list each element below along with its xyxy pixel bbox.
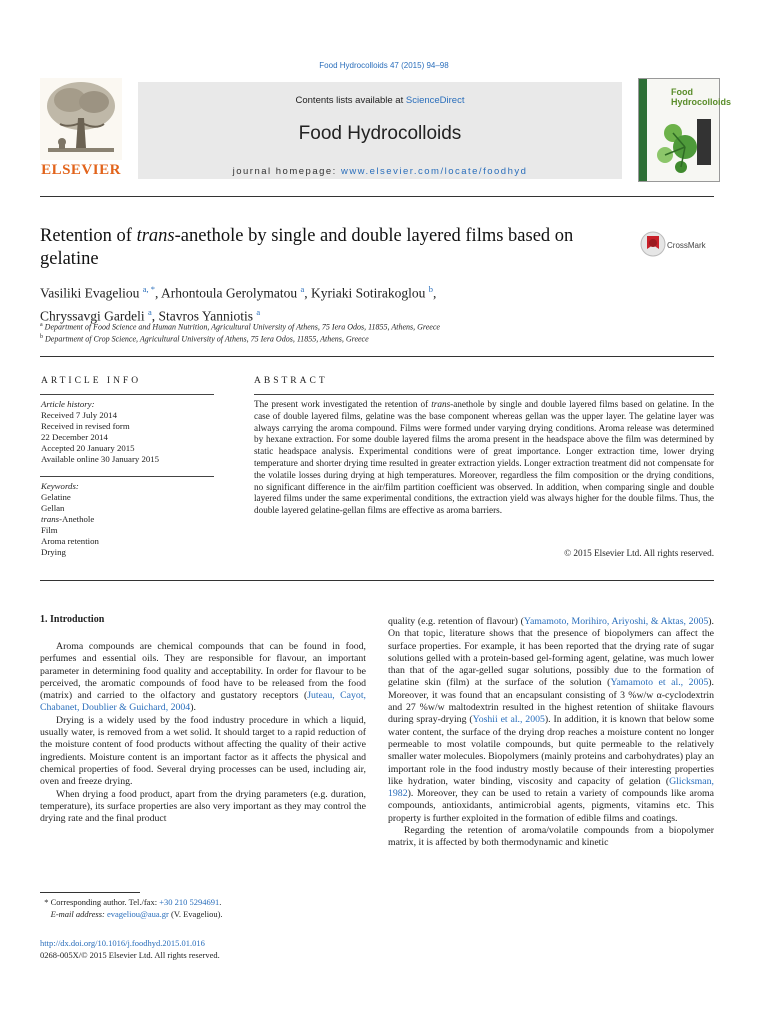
email-link[interactable]: evageliou@aua.gr [106,909,169,919]
reference-link[interactable]: Yamamoto et al., 2005 [610,677,709,689]
keywords-list [41,492,99,558]
article-info-rule [40,394,214,395]
author-name[interactable]: Kyriaki Sotirakoglou [311,285,426,301]
keyword-item: trans-Anethole [41,514,95,524]
paragraph-text: ). Moreover, they can be used to retain a variety of compounds like aroma compounds, antioxidants, antimicrobial agents, pigments, vitamins etc. This property is further exploited in the formation of edible films and coatings. [388,788,714,824]
keyword-item: Aroma retention [41,536,99,546]
elsevier-logo [40,78,122,180]
paragraph-text: Aroma compounds are chemical compounds that can be found in food, perfumes and essential oils. They are responsible for flavour, an important parameter in determining food quality and acceptability. In order for flavour to be perceived, the aromatic compounds of food have to be released from the food (matrix) and carried to the olfactory and gustatory receptors ( [40,641,366,702]
author-affiliation-mark[interactable]: a [256,306,261,317]
body-paragraph [388,616,714,825]
abstract-part2: -anethole by single and double layered films based on gelatine. In the case of double layered films, gelatine was the base component whereas gellan was the upper layer. The gelatine layer was always carrying the aroma compound. Films were formed under varying drying conditions. Aroma release was determined by hexane extraction. For some double layered films the aroma present in the headspace above the film was determined by static headspace analysis. Experimental conditions were of great importance. Longer extraction time, lower drying temperature and shorter drying time resulted in greater extraction yields. Longer extraction treatment did not compensate for the volatile losses during drying at high temperatures. Moreover, regardless the film composition or the drying conditions, no significant difference in the air/film partition coefficient was observed. In addition, when comparing single and double layered films under the same experimental conditions, the extraction yield was always higher for the double films. Thus, the double layered gelatine-gellan films are effective as aroma barriers. [254,399,714,516]
history-item: Accepted 20 January 2015 [41,443,135,453]
contents-line [138,95,622,106]
author-affiliation-mark[interactable]: a [147,306,152,317]
history-label: Article history: [41,399,95,409]
body-paragraph: Regarding the retention of aroma/volatile compounds from a biopolymer matrix, it is affected by both thermodynamic and kinetic [388,825,714,849]
affiliation-b-text: Department of Crop Science, Agricultural University of Athens, 75 Iera Odos, 11855, Athens, Greece [45,334,369,344]
paragraph-text: ). Moreover, it was found that an encapsulant consisting of 3 %w/w α-cyclodextrin and 27 %w/w maltodextrin resulted in the highest retention of shiitake flavours during spray-drying ( [388,677,714,726]
title-italic: trans [136,226,175,246]
abstract-copyright: © 2015 Elsevier Ltd. All rights reserved. [564,548,714,558]
affiliation-a-text: Department of Food Science and Human Nutrition, Agricultural University of Athens, 75 Iera Odos, 11855, Athens, Greece [44,322,440,332]
homepage-link[interactable]: www.elsevier.com/locate/foodhyd [340,166,528,177]
footnote-text: Corresponding author. Tel./fax: [48,897,160,907]
body-paragraph: Drying is a widely used by the food industry procedure in which a liquid, usually water, is removed from a wet solid. It should target to a rapid reduction of the moisture content of food products without affecting the quality of their active ingredients. Moisture content is an important factor as it affects the physical and chemical properties of food. Several drying processes can be used, including air, oven and freeze drying. [40,714,366,788]
paragraph-text: ). [190,702,196,714]
issn-copyright: 0268-005X/© 2015 Elsevier Ltd. All rights reserved. [40,950,220,960]
body-divider [40,580,714,581]
footnote-text: (V. Evageliou). [168,909,223,919]
body-paragraph: When drying a food product, apart from the drying parameters (e.g. duration, temperature), its surface properties are also very important as they may control the drying rate and the final product [40,788,366,825]
doi-link[interactable]: http://dx.doi.org/10.1016/j.foodhyd.2015.01.016 [40,938,205,948]
paragraph-text: ). On that topic, literature shows that the presence of biopolymers can affect the surface properties. For example, it has been reported that the drying rate of sugar solutions gelled with a protein-based gel-forming agent, gelatine, was much lower than that of the agar-gelled sugar solutions, possibly due to the formation of gelatine skin (film) at the surface of the solution ( [388,616,714,689]
keywords-rule [40,476,214,477]
elsevier-tree-icon [40,78,122,160]
journal-banner [138,82,622,179]
author-separator: , [155,285,162,301]
cover-title-line1: Food [671,87,693,97]
author-name[interactable]: Arhontoula Gerolymatou [161,285,298,301]
author-affiliation-mark[interactable]: a, * [142,284,156,294]
title-part2: -anethole by single and double layered films based on gelatine [40,226,574,269]
author-separator: , [304,285,312,301]
keywords-label: Keywords: [41,481,79,491]
corresponding-author-note [40,897,221,907]
author-separator: , [433,285,437,301]
abstract-heading: ABSTRACT [254,376,328,386]
info-divider [40,356,714,357]
keyword-item: Drying [41,547,66,557]
history-item: 22 December 2014 [41,432,108,442]
author-separator: , [151,308,159,323]
article-title [40,225,630,271]
abstract-text [254,399,714,517]
phone-link[interactable]: +30 210 5294691 [159,897,220,907]
elsevier-wordmark: ELSEVIER [41,162,121,178]
footnote-text: . [219,897,222,907]
article-info-heading: ARTICLE INFO [41,376,142,386]
author-name[interactable]: Chryssavgi Gardeli [40,308,145,323]
body-left-column [40,641,366,825]
author-line-1 [40,280,700,303]
footnote-rule [40,892,140,893]
crossmark-label[interactable]: CrossMark [667,241,706,250]
reference-link[interactable]: Juteau, Cayot, Chabanet, Doublier & Guichard, 2004 [40,690,366,714]
affiliation-a-mark: a [40,322,43,328]
section-heading-introduction: 1. Introduction [40,614,105,625]
keyword-item: Gellan [41,503,65,513]
journal-name: Food Hydrocolloids [298,123,462,144]
keyword-item: Film [41,525,58,535]
history-item: Available online 30 January 2015 [41,454,160,464]
reference-link[interactable]: Yamamoto, Morihiro, Ariyoshi, & Aktas, 2005 [523,616,709,627]
abstract-italic: trans [431,399,451,409]
history-item: Received 7 July 2014 [41,410,117,420]
keyword-item: Gelatine [41,492,71,502]
title-part1: Retention of [40,226,137,246]
crossmark-icon[interactable] [640,231,666,257]
cover-title-line2: Hydrocolloids [671,97,732,107]
paragraph-text: quality (e.g. retention of flavour) ( [388,616,524,627]
affiliation-b-mark: b [40,334,43,340]
email-note [40,909,223,919]
abstract-part1: The present work investigated the retention of [254,399,432,409]
body-paragraph [40,641,366,715]
cover-spine [639,79,647,181]
reference-link[interactable]: Glicksman, 1982 [388,775,714,800]
email-label: E-mail address: [50,909,107,919]
abstract-rule [254,394,714,395]
cover-title [671,87,731,107]
reference-link[interactable]: Yoshii et al., 2005 [472,714,545,726]
paragraph-text: ). In addition, it is known that below some water content, the surface of the drying drop reaches a moisture content no longer permeable to most volatile compounds, but quite permeable to the relatively smaller water molecules. Biopolymers (mainly proteins and carbohydrates) play an important role in the food industry mostly because of their interesting properties like hydration, water binding, viscosity and capacity of gelation ( [388,714,714,787]
history-list [41,410,159,465]
author-affiliation-mark[interactable]: b [428,284,434,294]
homepage-prefix: journal homepage: [232,166,341,177]
author-affiliation-mark[interactable]: a [300,284,305,294]
author-name[interactable]: Stavros Yanniotis [158,308,254,323]
journal-cover-image [638,78,732,182]
cover-graphic-icon [651,115,715,177]
affiliation-a [40,322,440,332]
history-item: Received in revised form [41,421,130,431]
author-list [40,280,700,325]
journal-homepage [138,166,622,177]
footnote-mark: * [44,897,49,907]
affiliation-b [40,334,369,344]
sciencedirect-link[interactable]: ScienceDirect [405,95,465,106]
journal-citation-link[interactable]: Food Hydrocolloids 47 (2015) 94–98 [319,61,449,70]
article-history [41,399,159,465]
body-right-column [388,616,714,850]
contents-prefix: Contents lists available at [295,95,406,106]
keywords-block [41,481,99,558]
header-divider [40,196,714,197]
author-name[interactable]: Vasiliki Evageliou [40,285,140,301]
